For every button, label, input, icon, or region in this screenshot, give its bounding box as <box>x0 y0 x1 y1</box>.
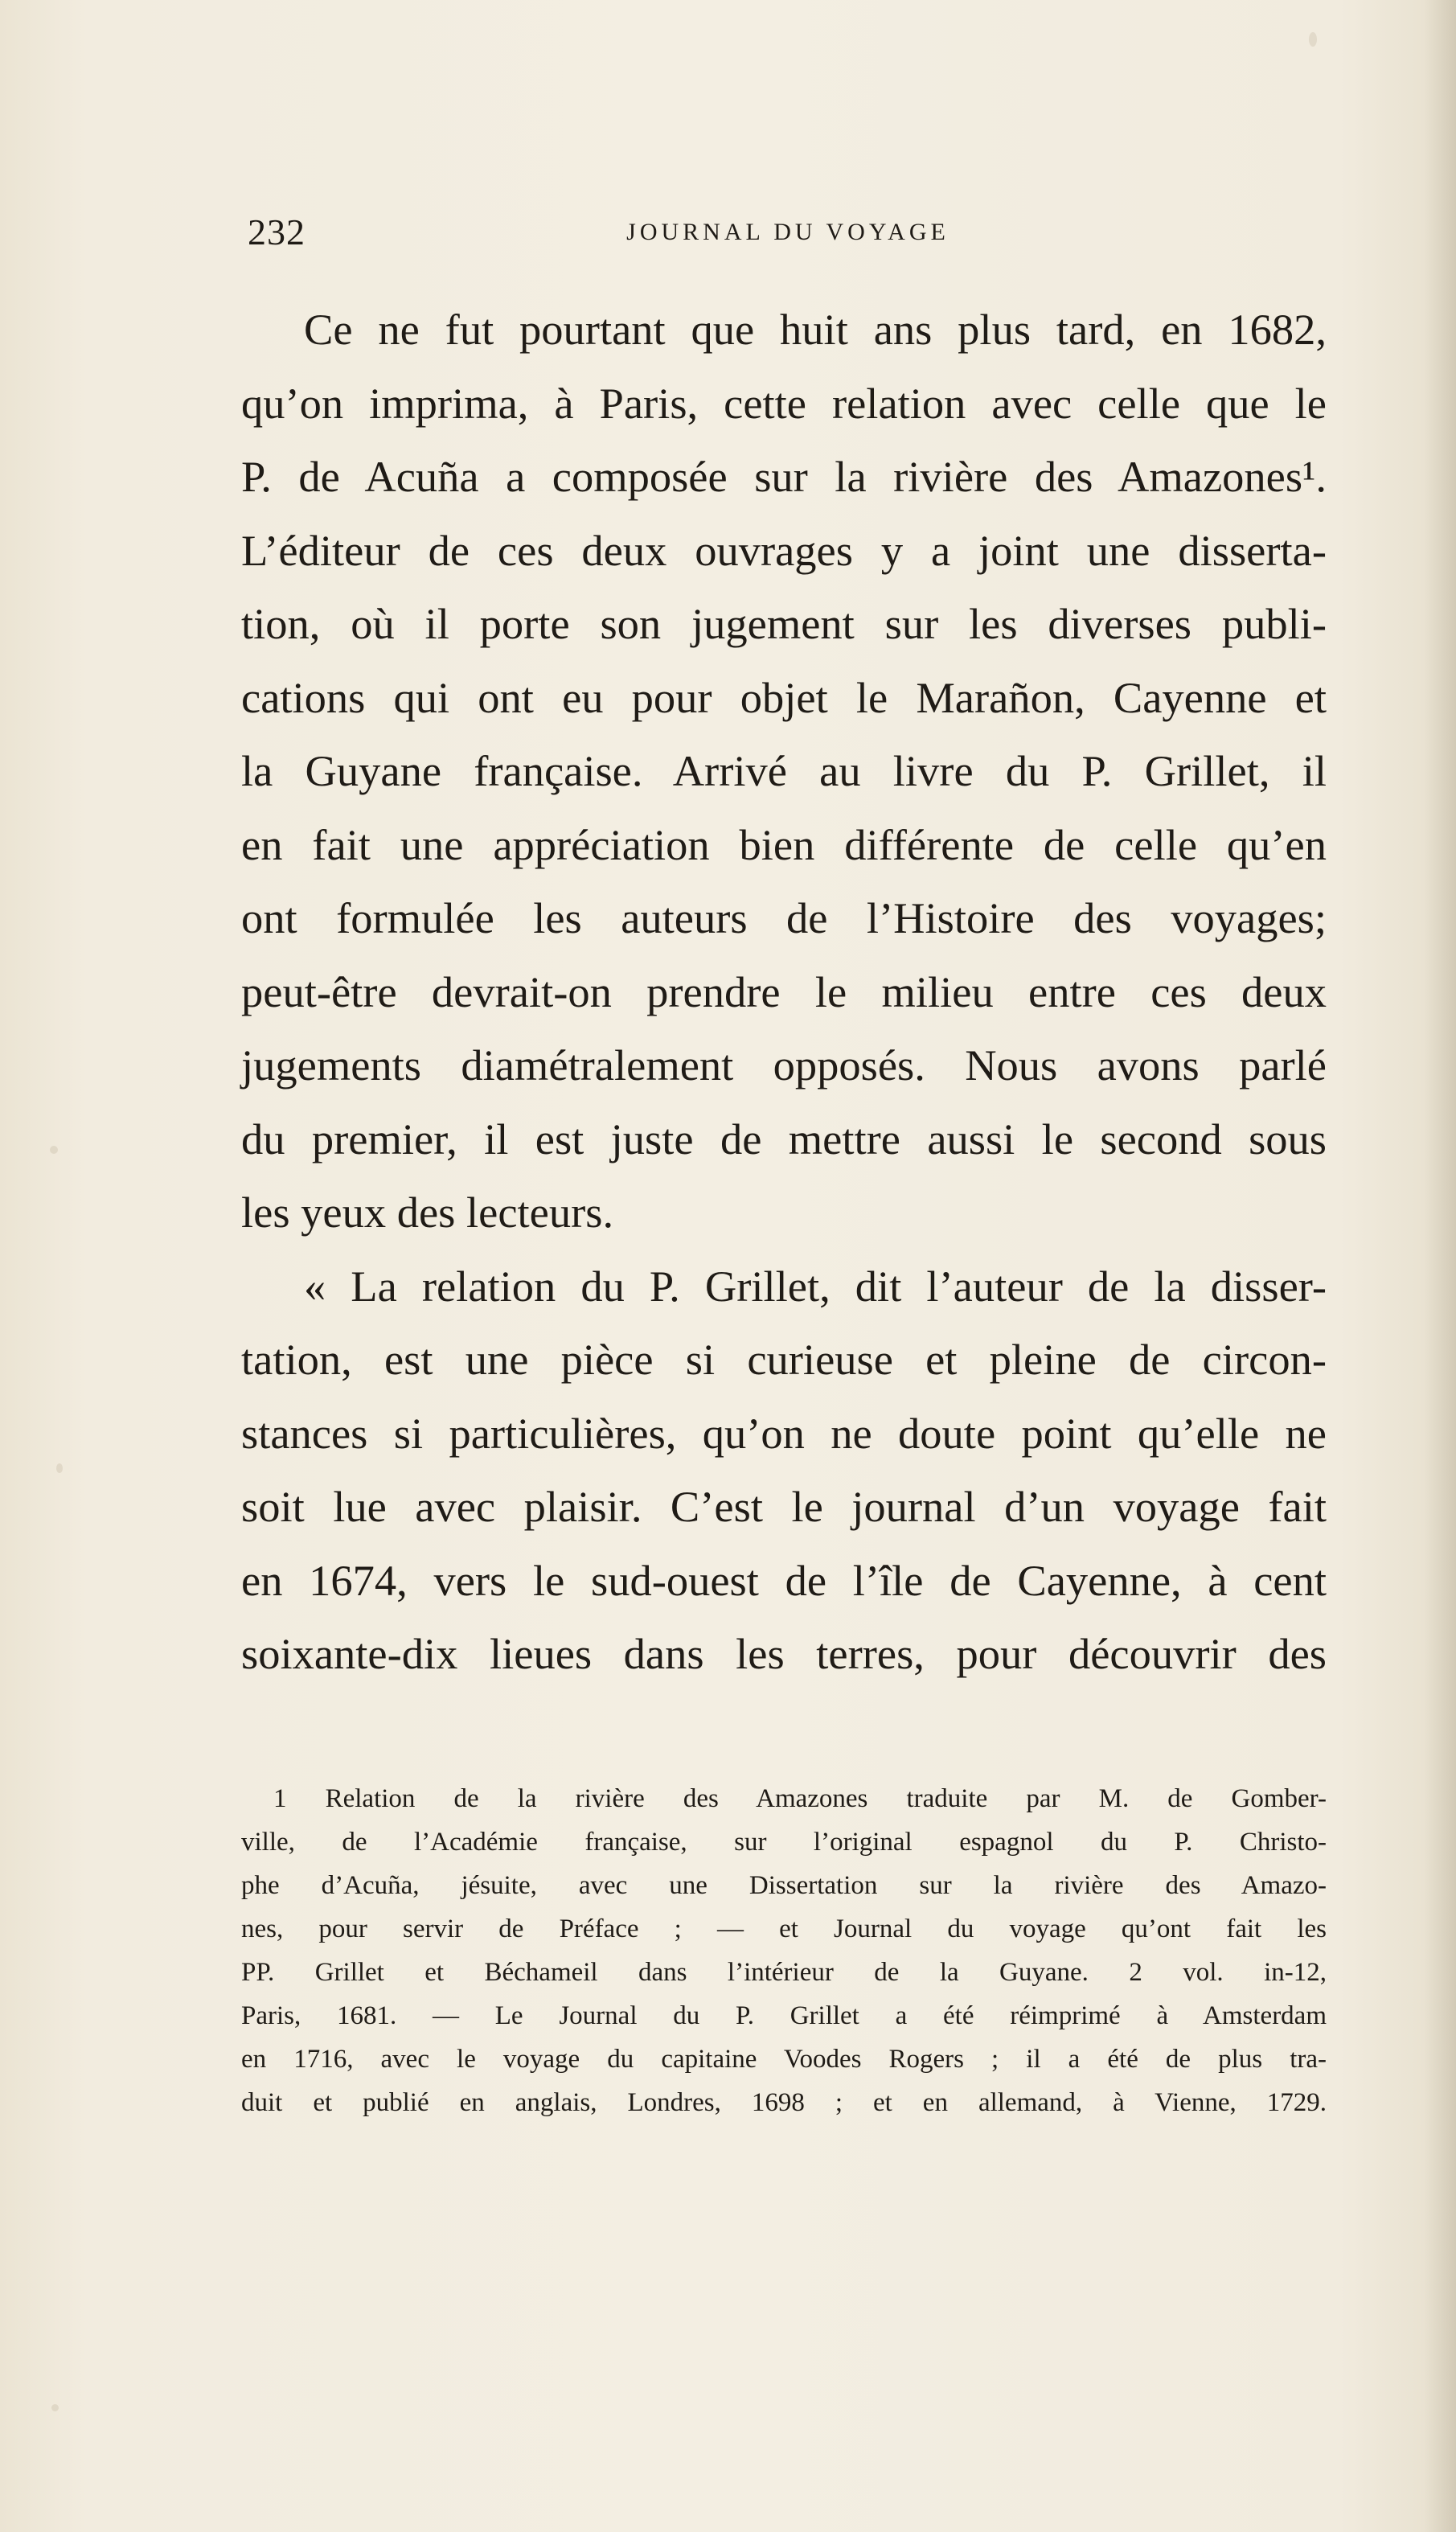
body-line: en 1674, vers le sud-ouest de l’île de Cayenne, à cent <box>241 1555 1327 1605</box>
body-line: L’éditeur de ces deux ouvrages y a joint une disserta- <box>241 525 1327 575</box>
body-line: tion, où il porte son jugement sur les diverses publi- <box>241 599 1327 648</box>
footnote-line: nes, pour servir de Préface ; — et Journal du voyage qu’ont fait les <box>241 1914 1327 1943</box>
body-line: Ce ne fut pourtant que huit ans plus tard, en 1682, <box>304 305 1327 354</box>
footnote-line: duit et publié en anglais, Londres, 1698 ; et en allemand, à Vienne, 1729. <box>241 2088 1327 2117</box>
body-line: stances si particulières, qu’on ne doute point qu’elle ne <box>241 1408 1327 1458</box>
body-line: la Guyane française. Arrivé au livre du P. Grillet, il <box>241 746 1327 795</box>
footnote-line: en 1716, avec le voyage du capitaine Voodes Rogers ; il a été de plus tra- <box>241 2045 1327 2074</box>
footnote-line: 1 Relation de la rivière des Amazones traduite par M. de Gomber- <box>273 1784 1327 1813</box>
body-text <box>241 293 1327 1691</box>
body-line: du premier, il est juste de mettre aussi le second sous <box>241 1114 1327 1163</box>
body-line: tation, est une pièce si curieuse et pleine de circon- <box>241 1335 1327 1384</box>
body-line: peut-être devrait-on prendre le milieu entre ces deux <box>241 966 1327 1016</box>
running-title: JOURNAL DU VOYAGE <box>626 219 949 245</box>
body-line: les yeux des lecteurs. <box>241 1188 614 1237</box>
footnote-line: phe d’Acuña, jésuite, avec une Dissertation sur la rivière des Amazo- <box>241 1871 1327 1900</box>
body-line: en fait une appréciation bien différente de celle qu’en <box>241 819 1327 869</box>
body-line: soixante-dix lieues dans les terres, pour découvrir des <box>241 1629 1327 1678</box>
body-line: ont formulée les auteurs de l’Histoire des voyages; <box>241 893 1327 942</box>
paper-spot <box>1309 32 1317 47</box>
paper-spot <box>50 1146 58 1154</box>
body-line: jugements diamétralement opposés. Nous avons parlé <box>241 1040 1327 1090</box>
body-line: soit lue avec plaisir. C’est le journal d’un voyage fait <box>241 1482 1327 1531</box>
footnote-line: PP. Grillet et Béchameil dans l’intérieur de la Guyane. 2 vol. in-12, <box>241 1958 1327 1987</box>
body-line: cations qui ont eu pour objet le Marañon, Cayenne et <box>241 672 1327 722</box>
paper-spot <box>56 1463 63 1473</box>
page-number: 232 <box>248 211 306 252</box>
body-line: P. de Acuña a composée sur la rivière des Amazones¹. <box>241 452 1327 501</box>
body-line: « La relation du P. Grillet, dit l’auteur de la disser- <box>304 1261 1327 1311</box>
body-line: qu’on imprima, à Paris, cette relation avec celle que le <box>241 378 1327 428</box>
footnote-line: ville, de l’Académie française, sur l’original espagnol du P. Christo- <box>241 1828 1327 1857</box>
footnote-line: Paris, 1681. — Le Journal du P. Grillet a été réimprimé à Amsterdam <box>241 2001 1327 2030</box>
footnotes <box>241 1777 1327 2124</box>
paper-spot <box>51 2404 59 2411</box>
page-edge-shadow <box>1424 0 1456 2532</box>
page-header <box>241 211 1335 259</box>
